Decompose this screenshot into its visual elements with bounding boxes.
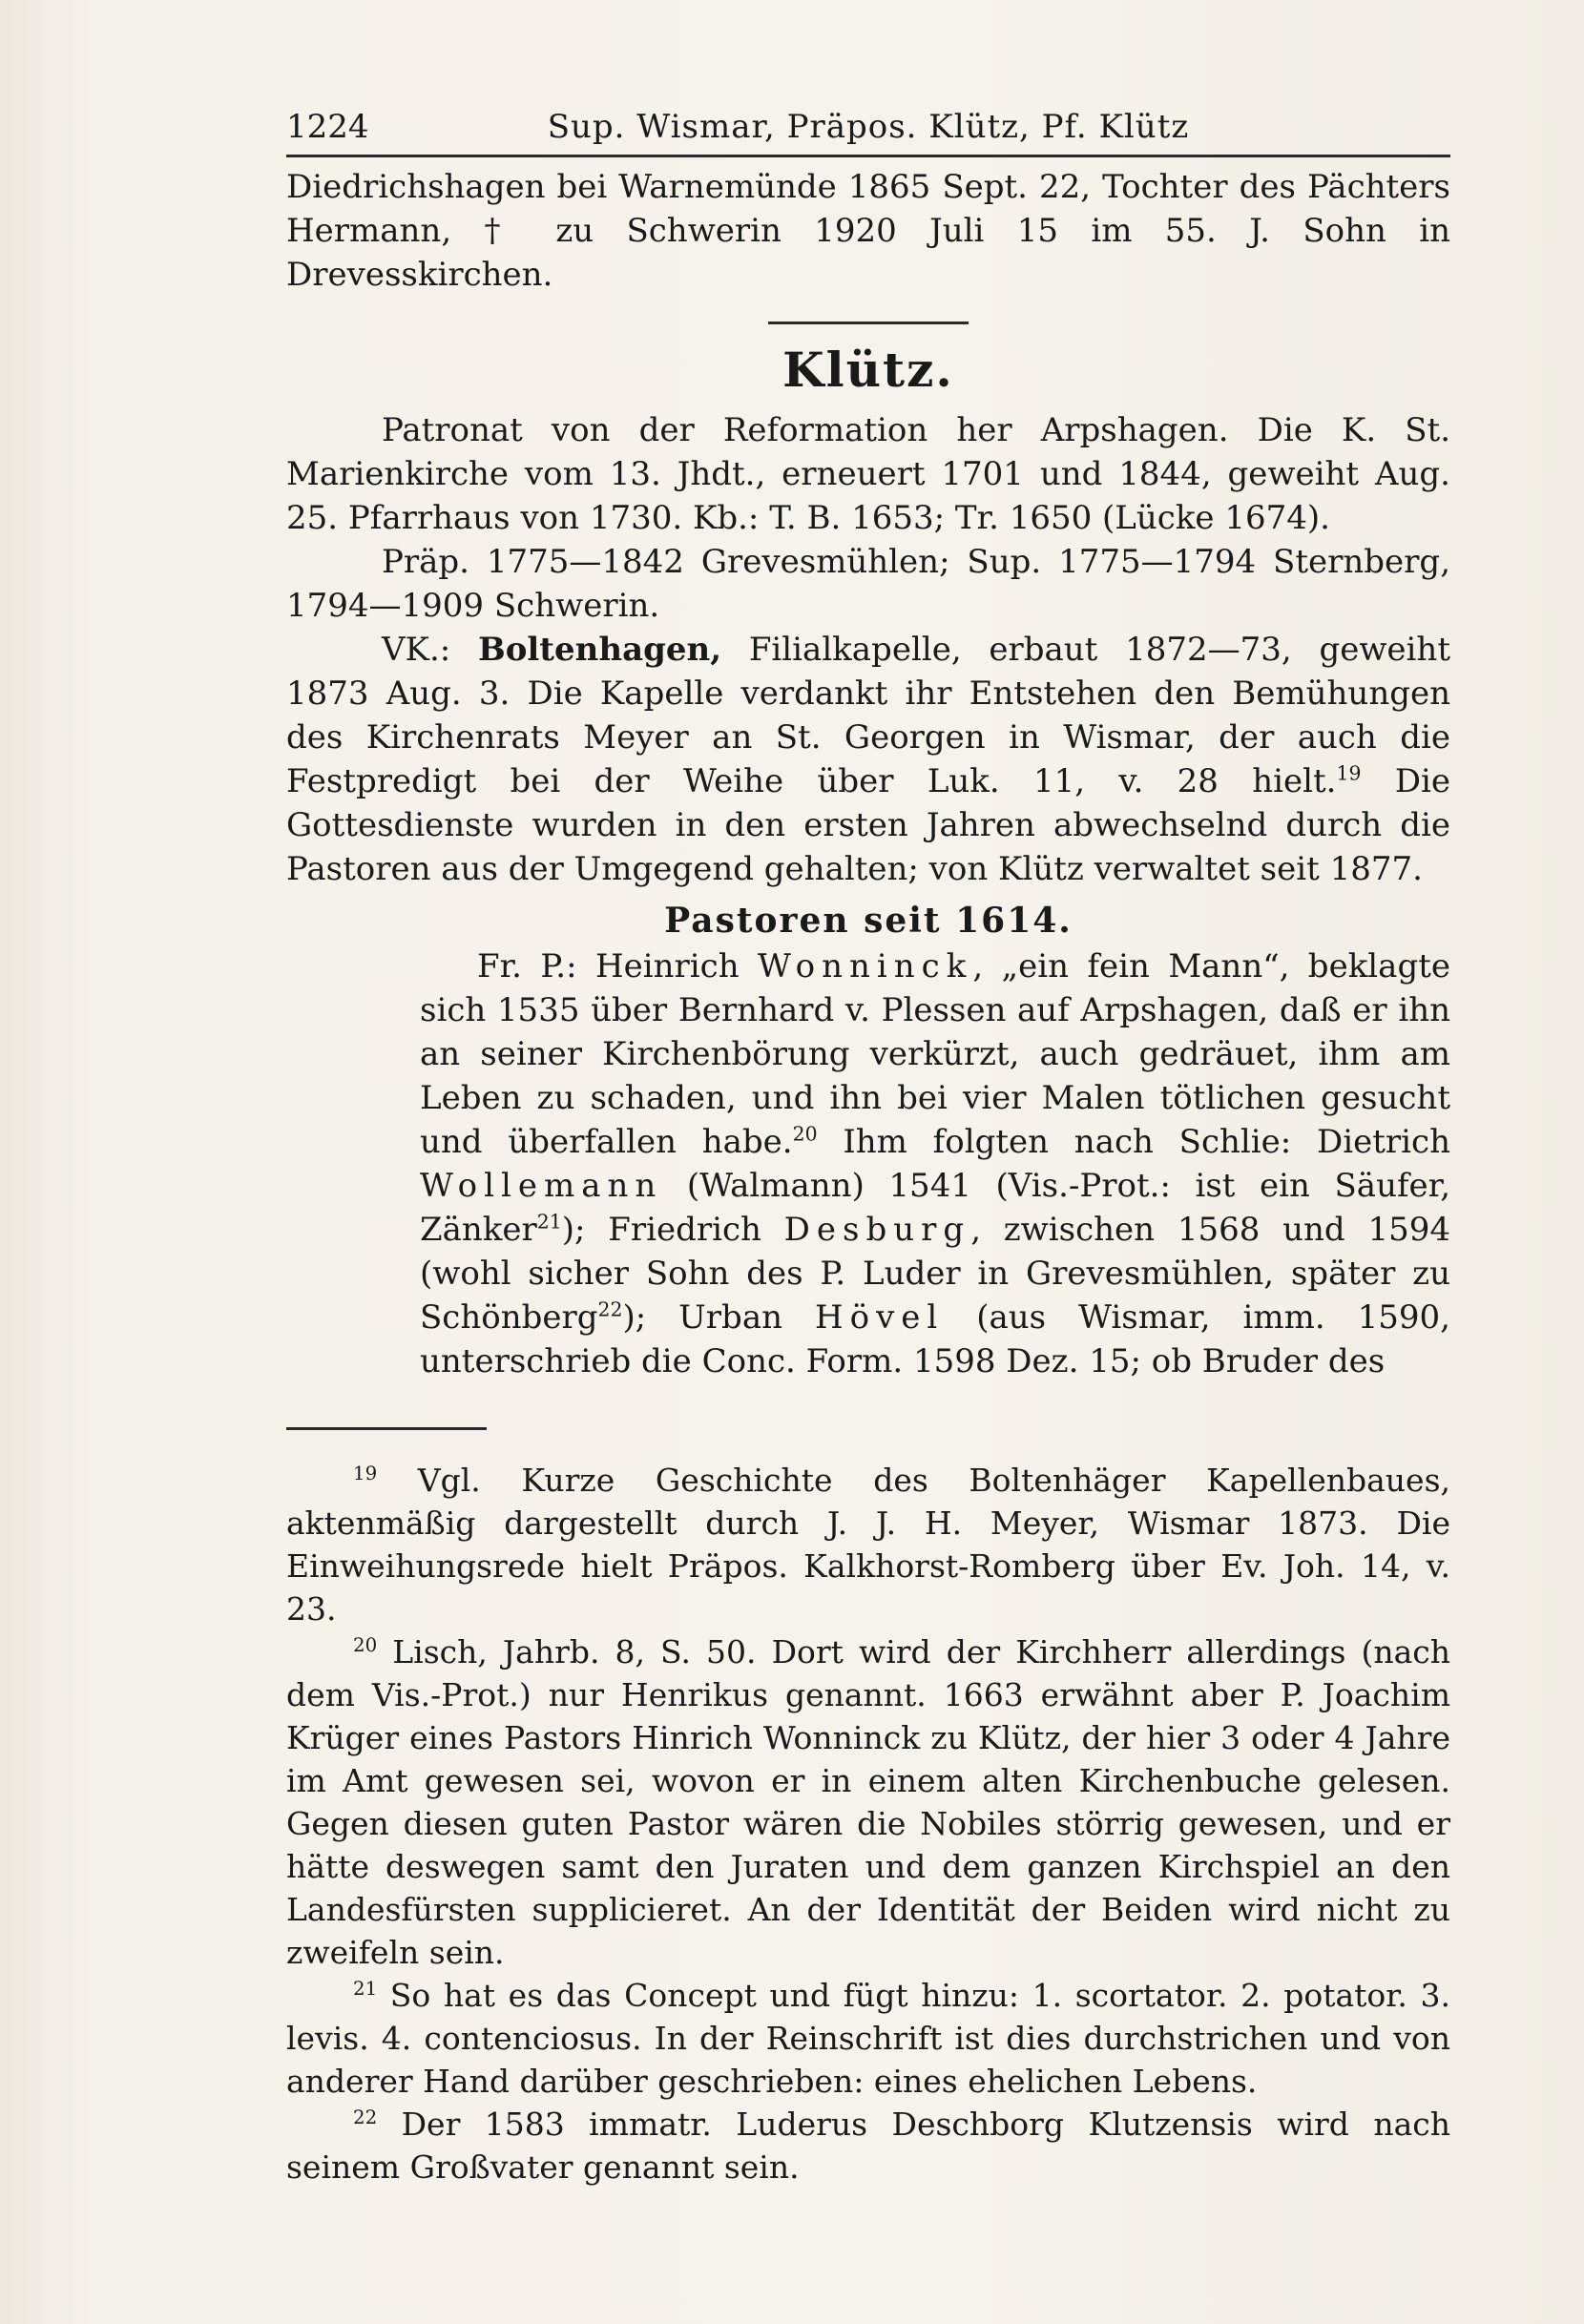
text-run: (Walmann) 1541 (Vis.-Prot.: ist ein Säufer, Zänker	[420, 1167, 1450, 1249]
text-run: ); Friedrich	[561, 1211, 784, 1249]
section-divider	[768, 322, 969, 324]
footnote-number: 21	[353, 1978, 378, 2000]
footnote-ref: 21	[536, 1210, 562, 1234]
footnote-22	[286, 2103, 1450, 2189]
text-run: Ihm folgten nach Schlie: Dietrich	[817, 1123, 1450, 1161]
running-head	[286, 105, 1450, 157]
pastor-name: Wollemann	[420, 1167, 663, 1205]
text-run: Fr. P.: Heinrich	[477, 947, 758, 986]
footnote-19	[286, 1459, 1450, 1630]
section-title: Klütz.	[782, 342, 954, 398]
patronat-paragraph: Patronat von der Reformation her Arpshagen. Die K. St. Marienkirche vom 13. Jhdt., erneuert 1701 und 1844, geweiht Aug. 25. Pfarrhaus von 1730. Kb.: T. B. 1653; Tr. 1650 (Lücke 1674).	[286, 411, 1450, 537]
pastoren-paragraph	[420, 944, 1450, 1383]
pastor-name: Desburg	[783, 1211, 971, 1249]
footnotes	[286, 1459, 1450, 2189]
pastor-name: Wonninck	[758, 947, 973, 986]
intro-paragraph: Diedrichshagen bei Warnemünde 1865 Sept. 22, Tochter des Pächters Hermann, † zu Schwerin 1920 Juli 15 im 55. J. Sohn in Drevesskirchen.	[286, 168, 1450, 294]
text-run: ); Urban	[622, 1298, 815, 1337]
vk-text: Filialkapelle, erbaut 1872—73, geweiht 1873 Aug. 3. Die Kapelle verdankt ihr Entstehen den Bemühungen des Kirchenrats Meyer an St. Georgen in Wismar, der auch die Festpredigt bei der Weihe über Luk. 11, v. 28 hielt.	[286, 631, 1450, 800]
footnote-21	[286, 1974, 1450, 2103]
footnote-text: So hat es das Concept und fügt hinzu: 1. scortator. 2. potator. 3. levis. 4. contenciosus. In der Reinschrift ist dies durchstrichen und von anderer Hand darüber geschrieben: eines ehelichen Lebens.	[286, 1977, 1450, 2100]
footnote-ref: 20	[792, 1122, 818, 1146]
vk-place: Boltenhagen,	[477, 631, 722, 669]
footnote-text: Lisch, Jahrb. 8, S. 50. Dort wird der Kirchherr allerdings (nach dem Vis.-Prot.) nur Henrikus genannt. 1663 erwähnt aber P. Joachim Krüger eines Pastors Hinrich Wonninck zu Klütz, der hier 3 oder 4 Jahre im Amt gewesen sei, wovon er in einem alten Kirchenbuche gelesen. Gegen diesen guten Pastor wären die Nobiles störrig gewesen, und er hätte deswegen samt den Juraten und dem ganzen Kirchspiel an den Landesfürsten supplicieret. An der Identität der Beiden wird nicht zu zweifeln sein.	[286, 1633, 1450, 1971]
footnote-text: Der 1583 immatr. Luderus Deschborg Klutzensis wird nach seinem Großvater genannt sein.	[286, 2106, 1450, 2186]
pastor-name: Hövel	[814, 1298, 945, 1337]
text-run: , zwischen 1568 und 1594 (wohl sicher Sohn des P. Luder in Grevesmühlen, später zu Schönberg	[420, 1211, 1450, 1337]
page-content	[286, 105, 1450, 2189]
vk-paragraph	[286, 628, 1450, 891]
footnote-number: 19	[353, 1463, 378, 1484]
praepositur-paragraph: Präp. 1775—1842 Grevesmühlen; Sup. 1775—1794 Sternberg, 1794—1909 Schwerin.	[286, 543, 1450, 625]
vk-prefix: VK.:	[382, 631, 478, 669]
footnote-ref: 22	[597, 1297, 623, 1321]
footnote-ref: 19	[1336, 761, 1362, 785]
page-number: 1224	[286, 108, 369, 146]
footnote-text: Vgl. Kurze Geschichte des Boltenhäger Kapellenbaues, aktenmäßig dargestellt durch J. J. H. Meyer, Wismar 1873. Die Einweihungsrede hielt Präpos. Kalkhorst-Romberg über Ev. Joh. 14, v. 23.	[286, 1462, 1450, 1628]
text-run: , „ein fein Mann“, beklagte sich 1535 über Bernhard v. Plessen auf Arpshagen, daß er ihn an seiner Kirchenbörung verkürzt, auch gedräuet, ihm am Leben zu schaden, und ihn bei vier Malen tötlichen gesucht und überfallen habe.	[420, 947, 1450, 1161]
footnote-number: 22	[353, 2106, 378, 2128]
footnote-20	[286, 1630, 1450, 1974]
pastoren-heading: Pastoren seit 1614.	[664, 901, 1073, 941]
text-run: (aus Wismar, imm. 1590, unterschrieb die Conc. Form. 1598 Dez. 15; ob Bruder des	[420, 1298, 1450, 1380]
footnote-rule	[286, 1427, 487, 1430]
running-title: Sup. Wismar, Präpos. Klütz, Pf. Klütz	[547, 108, 1190, 146]
footnote-number: 20	[353, 1634, 378, 1656]
vk-tail: Die Gottesdienste wurden in den ersten Jahren abwechselnd durch die Pastoren aus der Umgegend gehalten; von Klütz verwaltet seit 1877.	[286, 762, 1451, 888]
